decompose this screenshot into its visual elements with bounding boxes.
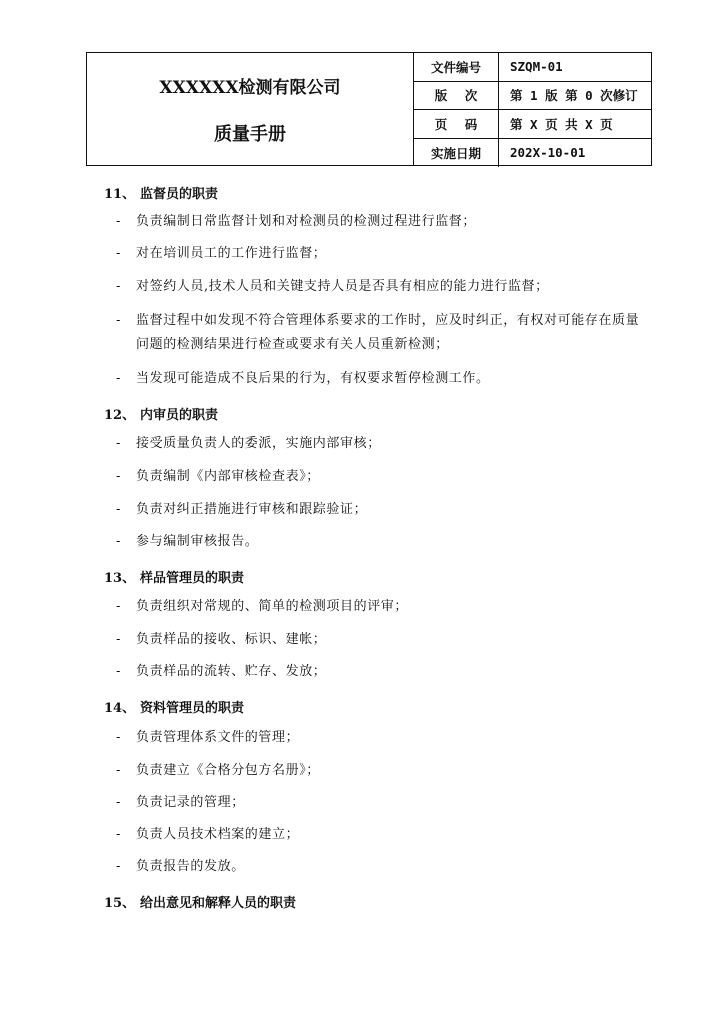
- section-number: 12、: [104, 408, 136, 423]
- list-item: - 负责编制日常监督计划和对检测员的检测过程进行监督；: [116, 214, 477, 229]
- list-item: - 对签约人员,技术人员和关键支持人员是否具有相应的能力进行监督；: [116, 279, 549, 294]
- header-label: 实施日期: [414, 139, 499, 168]
- header-row-effective-date: [414, 139, 651, 168]
- list-item: - 接受质量负责人的委派，实施内部审核；: [116, 436, 381, 451]
- document-header-table: [86, 52, 652, 166]
- section-title: 监督员的职责: [140, 187, 219, 202]
- section-heading: [104, 567, 244, 586]
- section-heading: [104, 892, 296, 911]
- section-heading: [104, 183, 218, 202]
- header-info-cells: [414, 53, 651, 165]
- list-item: - 负责样品的接收、标识、建帐；: [116, 632, 327, 647]
- header-value: SZQM-01: [510, 59, 563, 75]
- list-item: - 负责样品的流转、贮存、发放；: [116, 664, 327, 679]
- section-number: 13、: [104, 571, 136, 586]
- header-value: 第 X 页 共 X 页: [510, 116, 613, 132]
- header-row-doc-number: [414, 53, 651, 82]
- list-item: - 负责记录的管理；: [116, 795, 245, 810]
- list-item: - 负责建立《合格分包方名册》；: [116, 763, 320, 778]
- section-number: 15、: [104, 896, 136, 911]
- header-value: 202X-10-01: [510, 145, 586, 161]
- manual-title: 质量手册: [214, 124, 286, 145]
- list-item: - 负责编制《内部审核检查表》；: [116, 469, 320, 484]
- list-item: - 负责报告的发放。: [116, 859, 245, 874]
- header-title-cell: [87, 53, 414, 165]
- section-number: 14、: [104, 701, 136, 716]
- list-item: - 负责组织对常规的、简单的检测项目的评审；: [116, 599, 409, 614]
- list-item: - 监督过程中如发现不符合管理体系要求的工作时，应及时纠正，有权对可能存在质量问题的检测结果进行检查或要求有关人员重新检测；: [116, 313, 640, 352]
- header-row-version: [414, 82, 651, 111]
- header-value: 第 1 版 第 0 次修订: [510, 88, 638, 104]
- list-item: - 负责人员技术档案的建立；: [116, 827, 300, 842]
- list-item: - 负责管理体系文件的管理；: [116, 730, 300, 745]
- header-label: 版 次: [414, 82, 499, 110]
- header-label: 文件编号: [414, 53, 499, 81]
- header-label: 页 码: [414, 110, 499, 138]
- list-item: - 参与编制审核报告。: [116, 534, 259, 549]
- list-item: - 当发现可能造成不良后果的行为，有权要求暂停检测工作。: [116, 371, 490, 386]
- section-title: 样品管理员的职责: [140, 571, 245, 586]
- section-title: 资料管理员的职责: [140, 701, 245, 716]
- section-heading: [104, 697, 244, 716]
- section-title: 给出意见和解释人员的职责: [140, 896, 297, 911]
- list-item: - 对在培训员工的工作进行监督；: [116, 246, 327, 261]
- list-item: - 负责对纠正措施进行审核和跟踪验证；: [116, 502, 368, 517]
- section-number: 11、: [104, 187, 136, 202]
- header-row-page: [414, 110, 651, 139]
- company-name: XXXXXX检测有限公司: [159, 78, 341, 98]
- section-heading: [104, 404, 218, 423]
- section-title: 内审员的职责: [140, 408, 219, 423]
